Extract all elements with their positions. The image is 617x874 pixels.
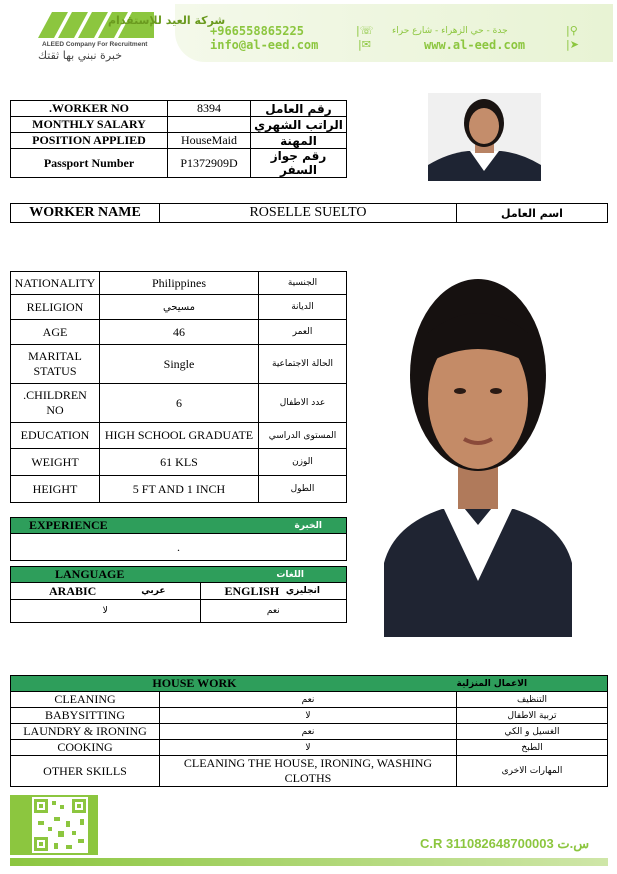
footer-band bbox=[10, 858, 608, 866]
experience-table bbox=[10, 517, 347, 561]
table-row bbox=[11, 724, 608, 740]
address-text: جدة - حي الزهراء - شارع حراء bbox=[392, 26, 508, 36]
babysitting-value: لا bbox=[160, 708, 457, 724]
experience-label: EXPERIENCE bbox=[11, 518, 228, 534]
table-row bbox=[11, 583, 347, 600]
experience-label-ar: الخبرة bbox=[227, 518, 346, 534]
worker-no-value: 8394 bbox=[168, 101, 251, 117]
position-value: HouseMaid bbox=[168, 133, 251, 149]
worker-photo-small bbox=[428, 93, 541, 181]
table-row bbox=[11, 423, 347, 449]
religion-label: RELIGION bbox=[11, 295, 100, 320]
arabic-value: لا bbox=[11, 600, 201, 623]
passport-value: P1372909D bbox=[168, 149, 251, 178]
qr-code[interactable] bbox=[10, 795, 98, 855]
language-label: LANGUAGE bbox=[11, 567, 201, 583]
arabic-label: ARABIC bbox=[11, 583, 139, 600]
nationality-label-ar: الجنسية bbox=[259, 272, 347, 295]
table-row bbox=[11, 534, 347, 561]
other-skills-label-ar: المهارات الاخرى bbox=[457, 756, 608, 787]
house-work-label-ar: الاعمال المنزلية bbox=[457, 676, 608, 692]
education-label-ar: المستوى الدراسي bbox=[259, 423, 347, 449]
age-label-ar: العمر bbox=[259, 320, 347, 345]
position-label: POSITION APPLIED bbox=[11, 133, 168, 149]
table-row bbox=[11, 449, 347, 476]
phone-number[interactable]: +966558865225 bbox=[210, 24, 304, 38]
table-row bbox=[11, 600, 347, 623]
salary-value bbox=[168, 117, 251, 133]
logo-arabic-name: شركة العيد للإستقدام bbox=[108, 14, 226, 27]
table-row bbox=[11, 708, 608, 724]
arabic-label-ar: عربي bbox=[138, 583, 200, 600]
marital-status-value: Single bbox=[100, 345, 259, 384]
cleaning-label: CLEANING bbox=[11, 692, 160, 708]
cleaning-value: نعم bbox=[160, 692, 457, 708]
laundry-label: LAUNDRY & IRONING bbox=[11, 724, 160, 740]
mail-icon: |✉ bbox=[358, 38, 371, 51]
height-value: 5 FT AND 1 INCH bbox=[100, 476, 259, 503]
passport-label-ar: رقم جواز السفر bbox=[251, 149, 347, 178]
nationality-label: NATIONALITY bbox=[11, 272, 100, 295]
worker-photo-large bbox=[384, 263, 572, 637]
education-label: EDUCATION bbox=[11, 423, 100, 449]
other-skills-value: CLEANING THE HOUSE, IRONING, WASHING CLOTHS bbox=[160, 756, 457, 787]
house-work-header bbox=[11, 676, 608, 692]
table-row bbox=[11, 272, 347, 295]
language-header bbox=[11, 567, 347, 583]
experience-value: . bbox=[11, 534, 347, 561]
cooking-value: لا bbox=[160, 740, 457, 756]
worker-name-table bbox=[10, 203, 608, 223]
house-work-table bbox=[10, 675, 608, 787]
other-skills-label: OTHER SKILLS bbox=[11, 756, 160, 787]
english-label-ar: انجليزي bbox=[283, 583, 347, 600]
worker-name-label: WORKER NAME bbox=[11, 204, 160, 223]
table-row bbox=[11, 320, 347, 345]
education-value: HIGH SCHOOL GRADUATE bbox=[100, 423, 259, 449]
table-row bbox=[11, 133, 347, 149]
height-label-ar: الطول bbox=[259, 476, 347, 503]
logo-english-name: ALEED Company For Recruitment bbox=[42, 41, 148, 48]
table-row bbox=[11, 692, 608, 708]
table-row bbox=[11, 101, 347, 117]
logo-tagline: خبرة نبني بها ثقتك bbox=[38, 49, 123, 62]
cleaning-label-ar: التنظيف bbox=[457, 692, 608, 708]
location-icon: |⚲ bbox=[566, 24, 578, 37]
company-logo bbox=[28, 12, 226, 64]
position-label-ar: المهنة bbox=[251, 133, 347, 149]
age-label: AGE bbox=[11, 320, 100, 345]
marital-status-label-ar: الحالة الاجتماعية bbox=[259, 345, 347, 384]
religion-label-ar: الديانة bbox=[259, 295, 347, 320]
experience-header bbox=[11, 518, 347, 534]
height-label: HEIGHT bbox=[11, 476, 100, 503]
salary-label: MONTHLY SALARY bbox=[11, 117, 168, 133]
website-url[interactable]: www.al-eed.com bbox=[424, 38, 526, 52]
cooking-label-ar: الطبخ bbox=[457, 740, 608, 756]
worker-name-label-ar: اسم العامل bbox=[457, 204, 608, 223]
worker-no-label: .WORKER NO bbox=[11, 101, 168, 117]
cursor-icon: |➤ bbox=[566, 38, 579, 51]
marital-status-label: MARITAL STATUS bbox=[11, 345, 100, 384]
details-table bbox=[10, 271, 347, 503]
table-row bbox=[11, 117, 347, 133]
children-label: .CHILDREN NO bbox=[11, 384, 100, 423]
table-row bbox=[11, 384, 347, 423]
qr-code-icon bbox=[10, 795, 98, 855]
worker-info-table bbox=[10, 100, 347, 178]
laundry-value: نعم bbox=[160, 724, 457, 740]
age-value: 46 bbox=[100, 320, 259, 345]
table-row bbox=[11, 204, 608, 223]
babysitting-label-ar: تربية الاطفال bbox=[457, 708, 608, 724]
children-value: 6 bbox=[100, 384, 259, 423]
weight-label: WEIGHT bbox=[11, 449, 100, 476]
passport-label: Passport Number bbox=[11, 149, 168, 178]
table-row bbox=[11, 295, 347, 320]
weight-label-ar: الوزن bbox=[259, 449, 347, 476]
weight-value: 61 KLS bbox=[100, 449, 259, 476]
commercial-registration: C.R 311082648700003 س.ت bbox=[420, 836, 590, 851]
table-row bbox=[11, 345, 347, 384]
english-label: ENGLISH bbox=[200, 583, 283, 600]
table-row bbox=[11, 476, 347, 503]
worker-no-label-ar: رقم العامل bbox=[251, 101, 347, 117]
email-address[interactable]: info@al-eed.com bbox=[210, 38, 319, 52]
salary-label-ar: الراتب الشهري bbox=[251, 117, 347, 133]
whatsapp-icon: |☏ bbox=[356, 24, 374, 37]
language-table bbox=[10, 566, 347, 623]
nationality-value: Philippines bbox=[100, 272, 259, 295]
laundry-label-ar: الغسيل و الكي bbox=[457, 724, 608, 740]
table-row bbox=[11, 756, 608, 787]
language-label-ar: اللغات bbox=[200, 567, 347, 583]
worker-name-value: ROSELLE SUELTO bbox=[160, 204, 457, 223]
table-row bbox=[11, 740, 608, 756]
english-value: نعم bbox=[200, 600, 347, 623]
children-label-ar: عدد الاطفال bbox=[259, 384, 347, 423]
house-work-label: HOUSE WORK bbox=[11, 676, 457, 692]
babysitting-label: BABYSITTING bbox=[11, 708, 160, 724]
religion-value: مسيحي bbox=[100, 295, 259, 320]
cooking-label: COOKING bbox=[11, 740, 160, 756]
table-row bbox=[11, 149, 347, 178]
